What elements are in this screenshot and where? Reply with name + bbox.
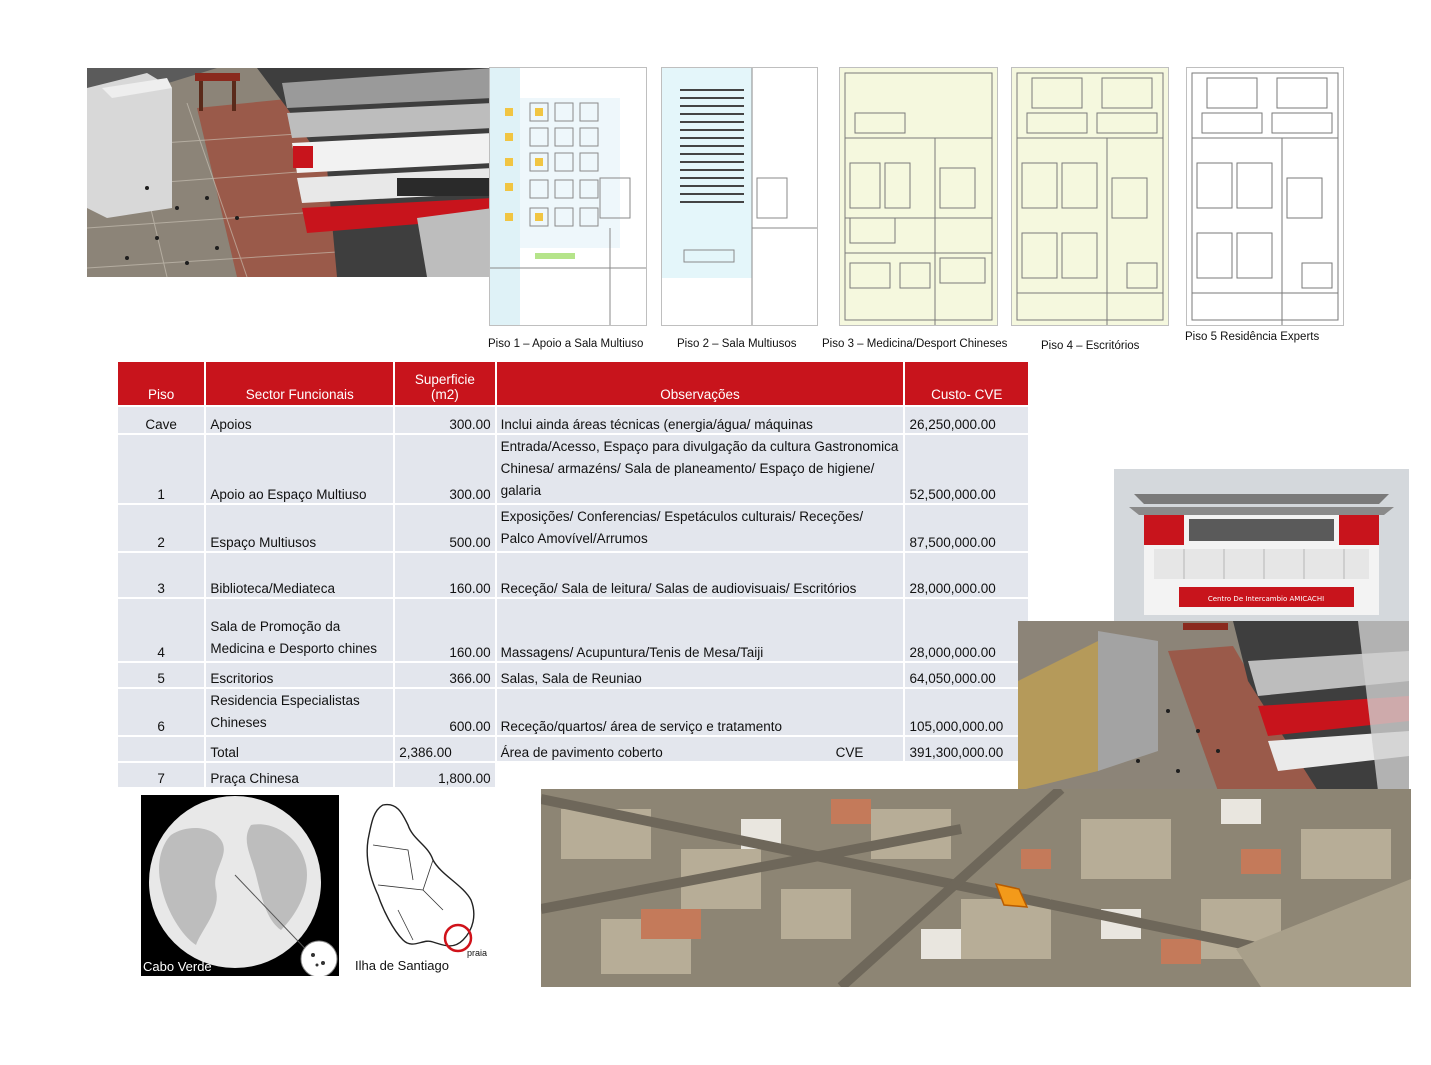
total-observacoes-text: Área de pavimento coberto: [500, 745, 663, 760]
cell-sector: Praça Chinesa: [206, 763, 393, 787]
floor-plan-5: [1186, 67, 1344, 326]
globe-label: Cabo Verde: [143, 959, 212, 974]
table-header-row: [118, 362, 1028, 405]
cell-superficie: 300.00: [395, 435, 494, 503]
floor-plan-2: [661, 67, 818, 326]
program-table: [116, 360, 1030, 789]
cell-observacoes: Inclui ainda áreas técnicas (energia/água/ máquinas: [497, 407, 904, 433]
cell-custo: 87,500,000.00: [905, 505, 1028, 551]
table-row: [118, 663, 1028, 687]
table-row: [118, 689, 1028, 735]
island-label: Ilha de Santiago: [355, 958, 449, 973]
cell-superficie: 160.00: [395, 599, 494, 661]
table-row: [118, 599, 1028, 661]
plaza-perspective-render: [87, 68, 493, 277]
plan-caption-2: Piso 2 – Sala Multiusos: [677, 338, 797, 350]
cell-sector: Sala de Promoção da Medicina e Desporto chines: [206, 599, 393, 661]
table-total-row: [118, 737, 1028, 761]
cell-observacoes: Exposições/ Conferencias/ Espetáculos culturais/ Receções/ Palco Amovível/Arrumos: [497, 505, 904, 551]
total-currency: CVE: [835, 745, 864, 760]
cell-superficie: 1,800.00: [395, 763, 494, 787]
cell-observacoes: Receção/ Sala de leitura/ Salas de audiovisuais/ Escritórios: [497, 553, 904, 597]
header-custo: Custo- CVE: [905, 362, 1028, 405]
cell-sector: Apoios: [206, 407, 393, 433]
floor-plan-1: [489, 67, 647, 326]
cell-piso: 6: [118, 689, 204, 735]
city-label: praia: [467, 948, 488, 958]
cell-custo: 28,000,000.00: [905, 599, 1028, 661]
cell-piso: 4: [118, 599, 204, 661]
plan-caption-1: Piso 1 – Apoio a Sala Multiuso: [488, 338, 644, 350]
cell-custo: 26,250,000.00: [905, 407, 1028, 433]
cell-superficie: 500.00: [395, 505, 494, 551]
plan-caption-4: Piso 4 – Escritórios: [1041, 340, 1140, 352]
cell-observacoes: Entrada/Acesso, Espaço para divulgação da cultura Gastronomica Chinesa/ armazéns/ Sala de planeamento/ Espaço de higiene/ galaria: [497, 435, 904, 503]
cell-custo: 64,050,000.00: [905, 663, 1028, 687]
table-row: [118, 553, 1028, 597]
island-map: [353, 800, 493, 980]
plaza-perspective-render-2: [1018, 621, 1409, 791]
cell-sector: Apoio ao Espaço Multiuso: [206, 435, 393, 503]
cell-piso: 7: [118, 763, 204, 787]
header-superficie: Superficie (m2): [395, 362, 494, 405]
cell-observacoes: Salas, Sala de Reuniao: [497, 663, 904, 687]
header-sector: Sector Funcionais: [206, 362, 393, 405]
total-label: Total: [206, 737, 393, 761]
total-custo: 391,300,000.00: [905, 737, 1028, 761]
cell-custo: 28,000,000.00: [905, 553, 1028, 597]
total-observacoes: [497, 737, 904, 761]
plan-caption-3: Piso 3 – Medicina/Desport Chineses: [822, 338, 1008, 350]
building-sign-text: Centro De Intercambio AMICACHI: [1207, 595, 1325, 603]
floor-plan-4: [1011, 67, 1169, 326]
header-observacoes: Observações: [497, 362, 904, 405]
cell-superficie: 600.00: [395, 689, 494, 735]
cell-sector: Residencia Especialistas Chineses: [206, 689, 393, 735]
building-facade-render: [1114, 469, 1409, 621]
globe-map: [141, 795, 339, 976]
cell-observacoes: Receção/quartos/ área de serviço e tratamento: [497, 689, 904, 735]
header-piso: Piso: [118, 362, 204, 405]
cell-superficie: 160.00: [395, 553, 494, 597]
cell-sector: Biblioteca/Mediateca: [206, 553, 393, 597]
cell-custo: 52,500,000.00: [905, 435, 1028, 503]
cell-sector: Espaço Multiusos: [206, 505, 393, 551]
table-row: [118, 505, 1028, 551]
cell-piso: 1: [118, 435, 204, 503]
cell-piso: 5: [118, 663, 204, 687]
satellite-aerial-view: [541, 789, 1411, 987]
table-row: [118, 407, 1028, 433]
cell-sector: Escritorios: [206, 663, 393, 687]
table-row: [118, 435, 1028, 503]
cell-piso: Cave: [118, 407, 204, 433]
table-row: [118, 763, 1028, 787]
cell-superficie: 366.00: [395, 663, 494, 687]
cell-piso: 3: [118, 553, 204, 597]
cell-superficie: 300.00: [395, 407, 494, 433]
plan-caption-5: Piso 5 Residência Experts: [1185, 331, 1320, 343]
cell-observacoes: Massagens/ Acupuntura/Tenis de Mesa/Taiji: [497, 599, 904, 661]
total-superficie: 2,386.00: [395, 737, 494, 761]
cell-piso: 2: [118, 505, 204, 551]
floor-plan-3: [839, 67, 998, 326]
cell-custo: 105,000,000.00: [905, 689, 1028, 735]
